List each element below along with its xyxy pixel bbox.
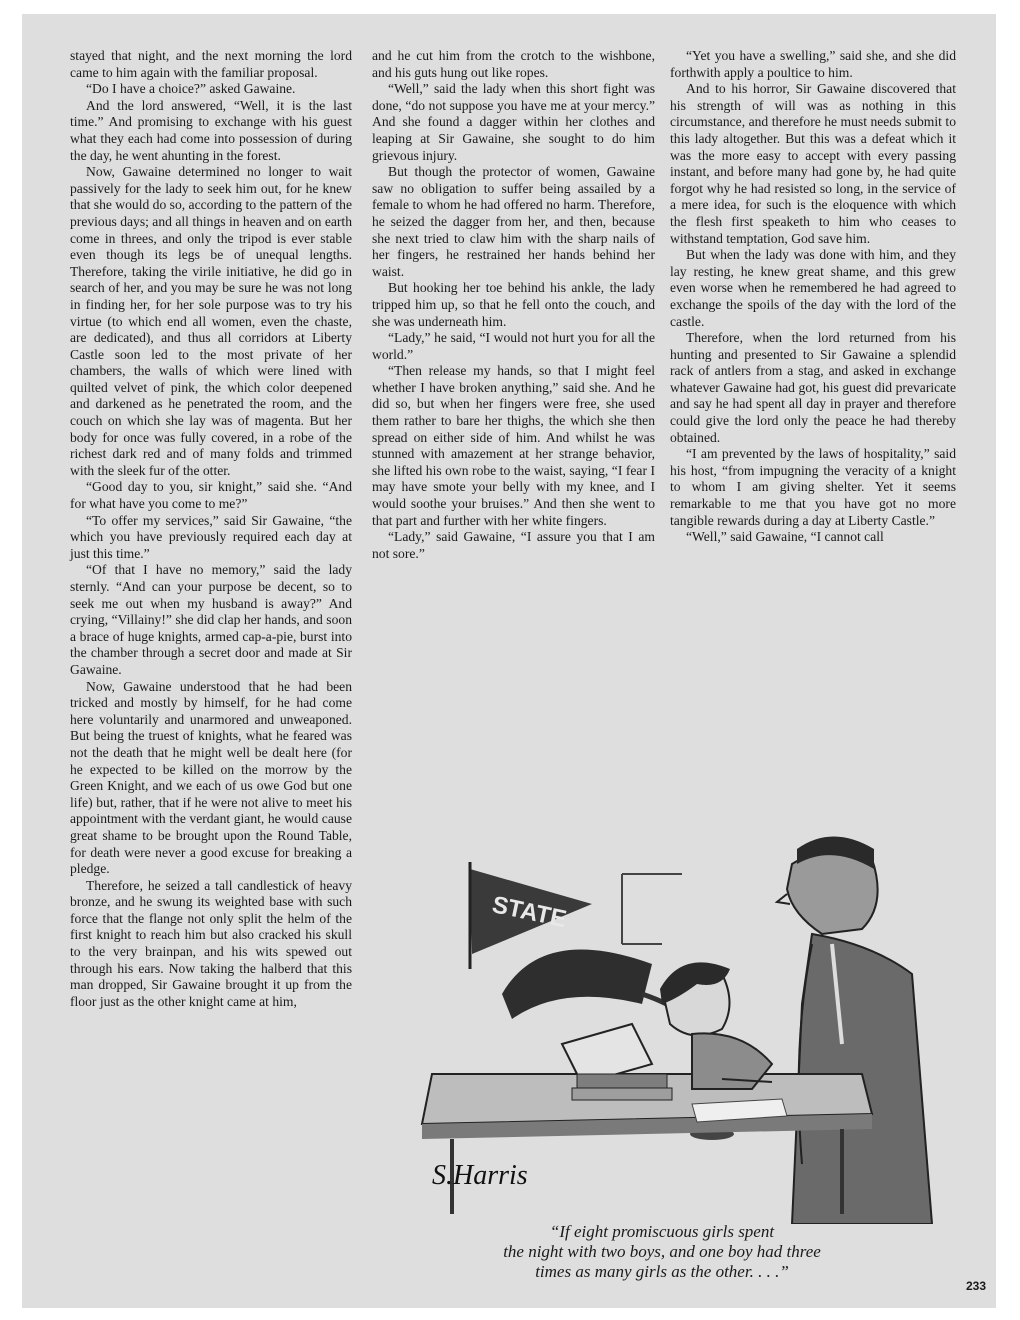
paragraph: Therefore, when the lord returned from his hunting and presented to Sir Gawaine a splendid rack of antlers from a stag, and asked in exchange whatever Gawaine had got, his guest did prevaricate and say he had spent all day in prayer and therefore could give the lord only the peace he had thereby obtained.	[670, 330, 956, 445]
paragraph: But when the lady was done with him, and they lay resting, he knew great shame, and this grew even worse when he remembered he had agreed to exchange the spoils of the day with the lord of the castle.	[670, 247, 956, 329]
artist-signature: S.Harris	[432, 1160, 528, 1191]
paragraph: stayed that night, and the next morning the lord came to him again with the familiar proposal.	[70, 48, 352, 80]
paragraph: “Lady,” he said, “I would not hurt you for all the world.”	[372, 330, 655, 362]
paragraph: “Then release my hands, so that I might feel whether I have broken anything,” said she. And he did so, but when her fingers were free, she used them rather to bare her thighs, the which she then spread on either side of him. And whilst he was stunned with amazement at her strange behavior, she lifted his own robe to the waist, saying, “I fear I may have smote your belly with my knee, and I would soothe your bruises.” And then she went to that part and further with her white fingers.	[372, 363, 655, 528]
paragraph: Therefore, he seized a tall candlestick of heavy bronze, and he swung its weighted base with such force that the flange not only split the helm of the first knight to reach him but also cracked his skull to the very brainpan, and his wits spewed out through his ears. Now taking the halberd that this man dropped, Sir Gawaine brought it up from the floor just as the other knight came at him,	[70, 877, 352, 1009]
paragraph: But though the protector of women, Gawaine saw no obligation to suffer being assailed by a female to whom he had offered no harm. Therefore, he seized the dagger from her, and then, because she next tried to claw him with the sharp nails of her fingers, he restrained her hands behind her waist.	[372, 164, 655, 279]
caption-line: times as many girls as the other. . . .”	[535, 1262, 789, 1281]
paragraph: “Well,” said the lady when this short fight was done, “do not suppose you have me at your mercy.” And she found a dagger within her clothes and leaping at Sir Gawaine, she sought to do him grievous injury.	[372, 81, 655, 163]
text-column-1	[70, 48, 352, 1010]
page-number: 233	[966, 1279, 987, 1293]
paragraph: And to his horror, Sir Gawaine discovered that his strength of will was as nothing in this circumstance, and therefore he must needs submit to this lady altogether. But this was a defeat which it was the more easy to accept with every passing instant, and before many had gone by, he had quite forgot why he had resisted so long, in the service of a mere idea, for such is the eloquence with which the flesh first speaketh to him who ceases to withstand temptation, God save him.	[670, 81, 956, 246]
paragraph: “Yet you have a swelling,” said she, and she did forthwith apply a poultice to him.	[670, 48, 956, 80]
caption-line: “If eight promiscuous girls spent	[549, 1222, 775, 1241]
cartoon-caption	[362, 1222, 962, 1282]
text-column-3	[670, 48, 956, 546]
paragraph: Now, Gawaine determined no longer to wait passively for the lady to seek him out, for he knew that she would do so, according to the pattern of the previous days; and all things in heaven and on earth come in threes, and only the tripod is ever stable even though its legs be of unequal lengths. Therefore, taking the virile initiative, he did go in search of her, and you may be sure he was not long in finding her, for her sole purpose was to try his virtue (to which end all women, even the chaste, are dedicated), and thus all corridors at Liberty Castle soon led to the most private of her chambers, the walls of which were lined with quilted velvet of pink, the which color deepened and darkened as he penetrated the room, and the couch on which she lay was of magenta. But her body for once was fully covered, in a robe of the richest dark red and of many folds and trimmed with the sleek fur of the otter.	[70, 164, 352, 478]
text-column-2	[372, 48, 655, 562]
paragraph: and he cut him from the crotch to the wishbone, and his guts hung out like ropes.	[372, 48, 655, 80]
paragraph: “To offer my services,” said Sir Gawaine, “the which you have previously required each day at just this time.”	[70, 512, 352, 561]
wall-frame	[622, 874, 682, 944]
paragraph: “Well,” said Gawaine, “I cannot call	[686, 529, 884, 545]
paragraph: “Lady,” said Gawaine, “I assure you that I am not sore.”	[372, 529, 655, 561]
paragraph: “Do I have a choice?” asked Gawaine.	[86, 81, 296, 97]
paragraph: “I am prevented by the laws of hospitality,” said his host, “from impugning the veracity of a knight to whom I am giving shelter. Yet it seems remarkable to me that you have got no more tangible rewards during a day at Liberty Castle.”	[670, 446, 956, 528]
caption-line: the night with two boys, and one boy had three	[503, 1242, 821, 1261]
paragraph: Now, Gawaine understood that he had been tricked and mostly by himself, for he had come here voluntarily and unarmored and unweaponed. But being the truest of knights, what he feared was not the death that he might well be dealt here (for he expected to be killed on the morrow by the Green Knight, and we each of us owe God but one life) but, rather, that if he were not alive to meet his appointment with the verdant giant, he would cause great shame to be brought upon the Round Table, for death were never a good excuse for breaking a pledge.	[70, 678, 352, 877]
paragraph: But hooking her toe behind his ankle, the lady tripped him up, so that he fell onto the couch, and she was underneath him.	[372, 280, 655, 329]
paragraph: “Good day to you, sir knight,” said she. “And for what have you come to me?”	[70, 479, 352, 512]
pennant-text: STATE	[489, 891, 569, 934]
cartoon-illustration	[392, 744, 992, 1224]
boy-figure	[660, 962, 772, 1089]
magazine-page	[22, 14, 996, 1308]
paragraph: And the lord answered, “Well, it is the last time.” And promising to exchange with his guest what they each had come into possession of during the day, he went ahunting in the forest.	[70, 97, 352, 163]
father-figure	[777, 837, 932, 1225]
paragraph: “Of that I have no memory,” said the lady sternly. “And can your purpose be decent, so to seek me out when my husband is away?” And crying, “Villainy!” she did clap her hands, and soon a brace of huge knights, armed cap-a-pie, burst into the chamber through a secret door and made at Sir Gawaine.	[70, 562, 352, 677]
